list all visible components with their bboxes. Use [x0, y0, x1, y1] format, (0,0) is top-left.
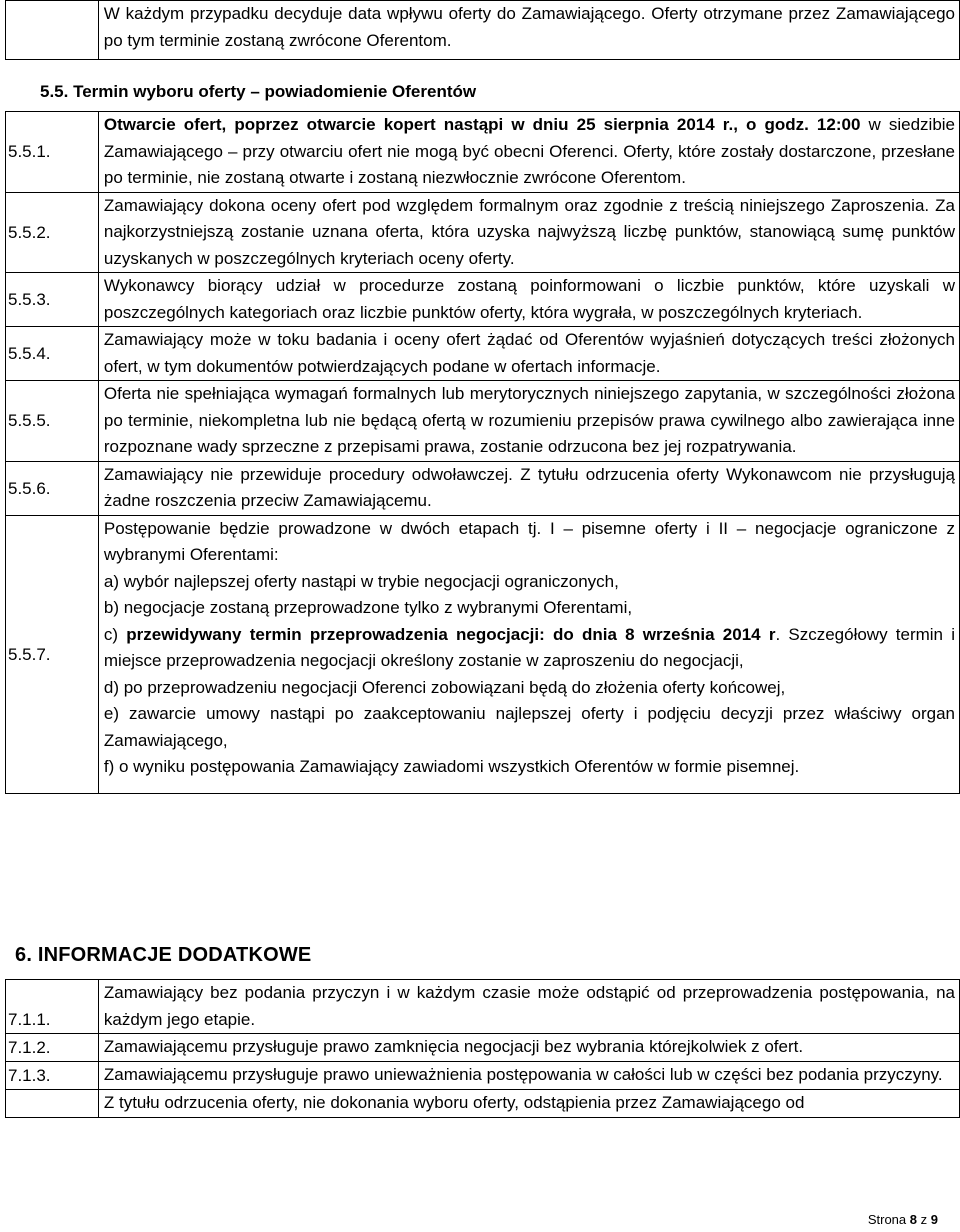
- page-footer: [868, 1212, 938, 1227]
- list-item-d: d) po przeprowadzeniu negocjacji Oferenci zobowiązani będą do złożenia oferty końcowej,: [103, 677, 786, 697]
- footer-page: 8: [909, 1212, 918, 1227]
- row-text: Zamawiającemu przysługuje prawo unieważnienia postępowania w całości lub w części bez podania przyczyny.: [98, 1062, 959, 1090]
- row-text: Oferta nie spełniająca wymagań formalnych lub merytorycznych niniejszego zapytania, w szczególności złożona po terminie, niekompletna lub nie będącą ofertą w rozumieniu przepisów prawa cywilnego albo zawierająca inne rozpoznane wady sprzeczne z przepisami prawa, zostanie odrzucona bez jej rozpatrywania.: [98, 381, 959, 462]
- table-row: [6, 1034, 960, 1062]
- top-cell-text: W każdym przypadku decyduje data wpływu oferty do Zamawiającego. Oferty otrzymane przez Zamawiającego po tym terminie zostaną zwrócone Oferentom.: [103, 4, 955, 50]
- table-row: [6, 1062, 960, 1090]
- row-text: [98, 112, 959, 193]
- table-row: [6, 381, 960, 462]
- row-text: Zamawiający nie przewiduje procedury odwoławczej. Z tytułu odrzucenia oferty Wykonawcom nie przysługują żadne roszczenia przeciw Zamawiającemu.: [98, 461, 959, 515]
- row-number: 5.5.2.: [6, 192, 99, 273]
- list-item-c-suffix: . Szczegółowy termin i miejsce przeprowadzenia negocjacji określony zostanie w zaproszeniu do negocjacji,: [103, 624, 955, 670]
- section-heading-6: 6. INFORMACJE DODATKOWE: [15, 944, 312, 966]
- top-table: [5, 0, 960, 60]
- top-text-cell: [98, 1, 959, 60]
- section-5-5-table: [5, 111, 960, 794]
- row-text: Zamawiający bez podania przyczyn i w każdym czasie może odstąpić od przeprowadzenia postępowania, na każdym jego etapie.: [98, 980, 959, 1034]
- row-text-bold: Otwarcie ofert, poprzez otwarcie kopert nastąpi w dniu 25 sierpnia 2014 r., o godz. 12:00: [103, 115, 861, 134]
- row-number: 7.1.3.: [6, 1062, 99, 1090]
- list-item-c-prefix: c): [103, 624, 127, 644]
- row-text: Wykonawcy biorący udział w procedurze zostaną poinformowani o liczbie punktów, które uzyskali w poszczególnych kategoriach oraz liczbie punktów oferty, która wygrała, w poszczególnych kryteriach.: [98, 273, 959, 327]
- row-number: 5.5.7.: [6, 515, 99, 793]
- footer-sep: z: [920, 1212, 928, 1227]
- list-intro: Postępowanie będzie prowadzone w dwóch etapach tj. I – pisemne oferty i II – negocjacje ograniczone z wybranymi Oferentami:: [103, 518, 955, 564]
- row-number: 7.1.2.: [6, 1034, 99, 1062]
- row-text: Zamawiającemu przysługuje prawo zamknięcia negocjacji bez wybrania którejkolwiek z ofert.: [98, 1034, 959, 1062]
- table-row: [6, 980, 960, 1034]
- footer-label: Strona: [867, 1212, 907, 1227]
- row-number: 5.5.4.: [6, 327, 99, 381]
- table-row: [6, 192, 960, 273]
- row-text: [98, 515, 959, 793]
- list-item-c-bold: przewidywany termin przeprowadzenia negocjacji: do dnia 8 września 2014 r: [126, 624, 776, 644]
- list-item-b: b) negocjacje zostaną przeprowadzone tylko z wybranymi Oferentami,: [103, 598, 633, 617]
- table-row: [6, 112, 960, 193]
- table-row: [6, 273, 960, 327]
- row-text: Zamawiający dokona oceny ofert pod względem formalnym oraz zgodnie z treścią niniejszego Zaproszenia. Za najkorzystniejszą zostanie uznana oferta, która uzyska najwyższą liczbę punktów, stanowiącą sumę punktów uzyskanych w poszczególnych kryteriach oceny oferty.: [98, 192, 959, 273]
- list-item-a: a) wybór najlepszej oferty nastąpi w trybie negocjacji ograniczonych,: [103, 571, 619, 591]
- row-number: 5.5.5.: [6, 381, 99, 462]
- top-num-cell: [6, 1, 99, 60]
- row-text: Z tytułu odrzucenia oferty, nie dokonania wyboru oferty, odstąpienia przez Zamawiającego od: [98, 1090, 959, 1118]
- list-item-f: f) o wyniku postępowania Zamawiający zawiadomi wszystkich Oferentów w formie pisemnej.: [103, 757, 800, 776]
- row-text: Zamawiający może w toku badania i oceny ofert żądać od Oferentów wyjaśnień dotyczących treści złożonych ofert, w tym dokumentów potwierdzających podane w ofertach informacje.: [98, 327, 959, 381]
- table-row: [6, 1090, 960, 1118]
- table-row: [6, 515, 960, 793]
- row-text-rest: w siedzibie Zamawiającego – przy otwarciu ofert nie mogą być obecni Oferenci. Oferty, które zostały dostarczone, przesłane po terminie, nie zostaną otwarte i zostaną niezwłocznie zwrócone Oferentom.: [103, 115, 955, 187]
- table-row: [6, 461, 960, 515]
- section-6-table: [5, 979, 960, 1118]
- row-number: 5.5.1.: [6, 112, 99, 193]
- row-number: 7.1.1.: [6, 980, 99, 1034]
- list-item-e: e) zawarcie umowy nastąpi po zaakceptowaniu najlepszej oferty i podjęciu decyzji przez właściwy organ Zamawiającego,: [103, 704, 955, 750]
- spacer: [104, 781, 955, 793]
- row-number: 5.5.3.: [6, 273, 99, 327]
- row-number: 5.5.6.: [6, 461, 99, 515]
- row-number: [6, 1090, 99, 1118]
- footer-total: 9: [930, 1212, 938, 1227]
- table-row: [6, 327, 960, 381]
- section-heading-5-5: 5.5. Termin wyboru oferty – powiadomienie Oferentów: [40, 82, 477, 101]
- list-item-c: [104, 622, 955, 675]
